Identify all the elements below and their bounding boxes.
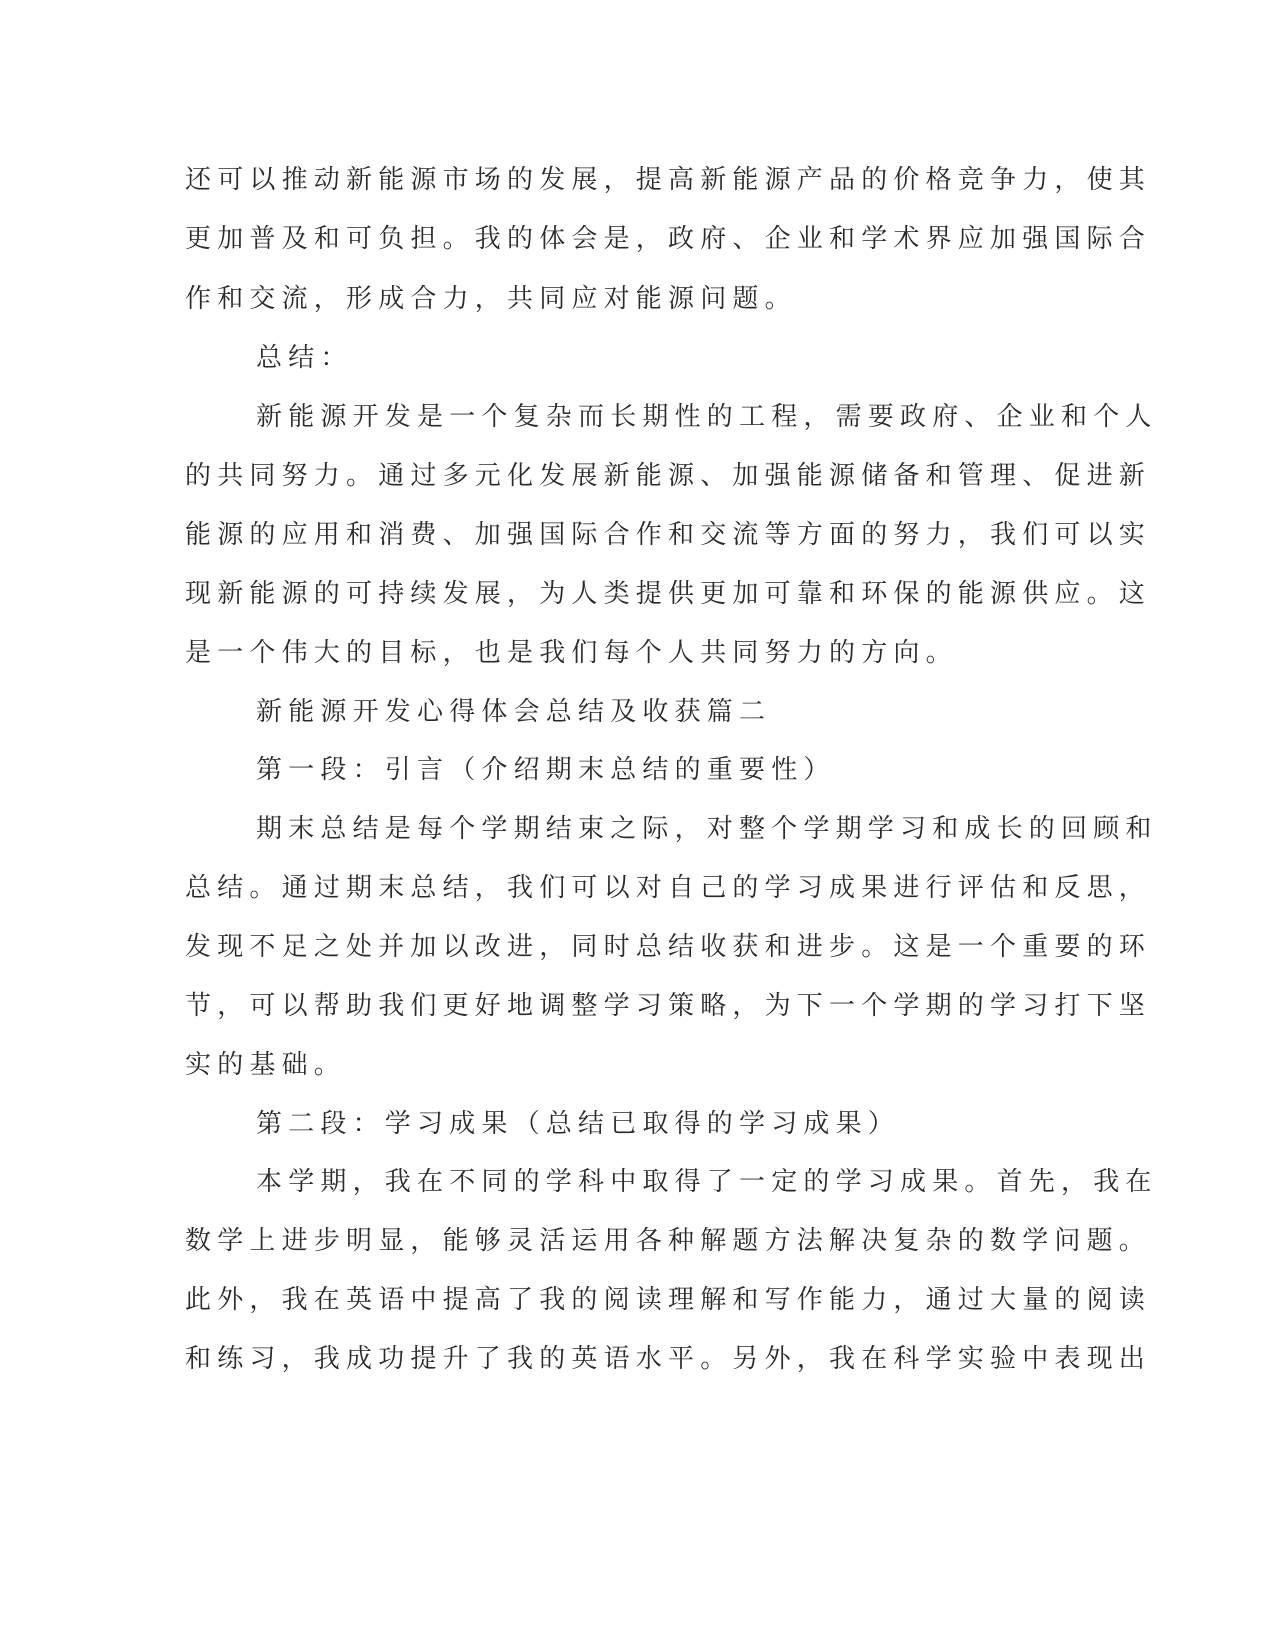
text-line: 新能源开发是一个复杂而长期性的工程，需要政府、企业和个人 [256,402,1158,432]
text-line: 现新能源的可持续发展，为人类提供更加可靠和环保的能源供应。这 [185,579,1152,609]
text-line: 实的基础。 [185,1050,347,1080]
text-line: 节，可以帮助我们更好地调整学习策略，为下一个学期的学习打下坚 [185,991,1152,1021]
section-heading-summary: 总结： [256,343,353,373]
text-line: 能源的应用和消费、加强国际合作和交流等方面的努力，我们可以实 [185,520,1152,550]
section-heading-two: 第二段：学习成果（总结已取得的学习成果） [256,1109,901,1139]
text-line: 作和交流，形成合力，共同应对能源问题。 [185,284,797,314]
article-title: 新能源开发心得体会总结及收获篇二 [256,697,772,727]
text-line: 更加普及和可负担。我的体会是，政府、企业和学术界应加强国际合 [185,224,1152,254]
text-line: 总结。通过期末总结，我们可以对自己的学习成果进行评估和反思， [185,873,1152,903]
text-line: 数学上进步明显，能够灵活运用各种解题方法解决复杂的数学问题。 [185,1226,1152,1256]
text-line: 是一个伟大的目标，也是我们每个人共同努力的方向。 [185,638,958,668]
text-line: 和练习，我成功提升了我的英语水平。另外，我在科学实验中表现出 [185,1344,1152,1374]
section-heading-one: 第一段：引言（介绍期末总结的重要性） [256,755,836,785]
text-line: 本学期，我在不同的学科中取得了一定的学习成果。首先，我在 [256,1167,1158,1197]
text-line: 期末总结是每个学期结束之际，对整个学期学习和成长的回顾和 [256,814,1158,844]
text-line: 发现不足之处并加以改进，同时总结收获和进步。这是一个重要的环 [185,932,1152,962]
text-line: 还可以推动新能源市场的发展，提高新能源产品的价格竞争力，使其 [185,165,1152,195]
text-line: 的共同努力。通过多元化发展新能源、加强能源储备和管理、促进新 [185,461,1152,491]
text-line: 此外，我在英语中提高了我的阅读理解和写作能力，通过大量的阅读 [185,1285,1152,1315]
